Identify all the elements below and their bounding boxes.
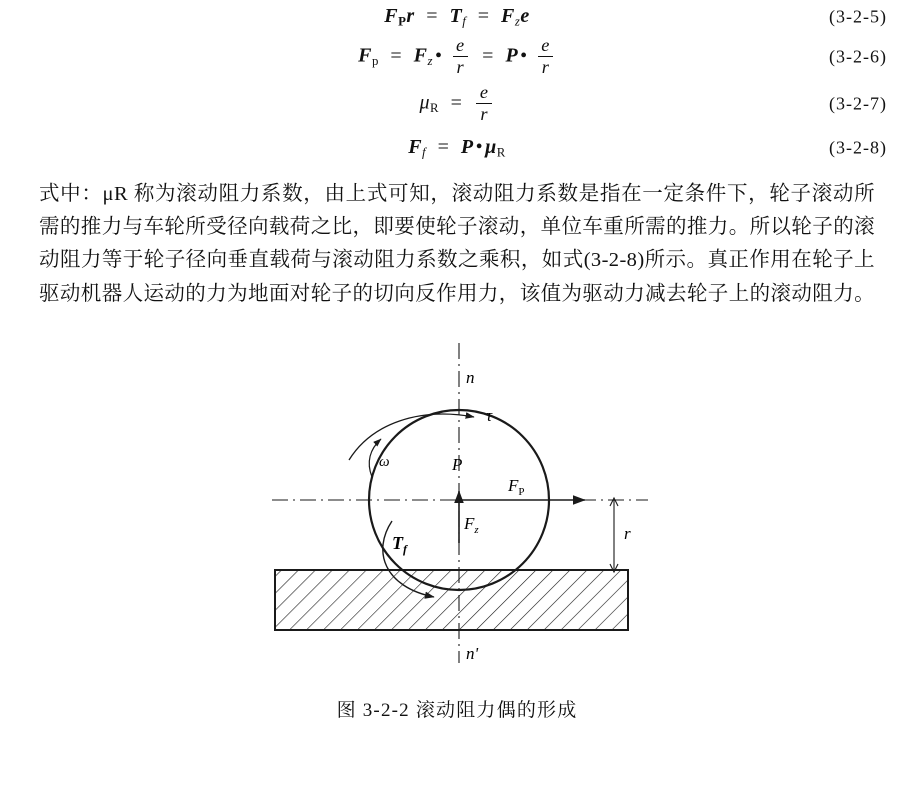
equation-3-2-7 xyxy=(27,80,887,128)
label-r: r xyxy=(624,523,631,543)
figure-drawing xyxy=(0,325,914,693)
label-tau: τ xyxy=(486,405,493,425)
equation-3-2-5 xyxy=(27,0,887,34)
label-tf: $T_f$ xyxy=(392,532,407,556)
radius-dimension xyxy=(610,498,631,572)
equation-3-2-8-body: Ff = P • $\mu_R$ xyxy=(408,135,506,160)
figure-rolling-resistance xyxy=(0,325,914,725)
label-axis-top: n xyxy=(466,367,475,387)
equation-3-2-6-tag: (3-2-6) xyxy=(829,46,887,67)
equation-3-2-6 xyxy=(27,34,887,80)
equation-3-2-5-tag: (3-2-5) xyxy=(829,6,887,27)
equation-3-2-7-tag: (3-2-7) xyxy=(829,93,887,114)
equation-3-2-8-tag: (3-2-8) xyxy=(829,137,887,158)
figure-caption: 图 3-2-2 滚动阻力偶的形成 xyxy=(336,699,578,721)
label-fp: $F_P$ xyxy=(508,475,525,498)
equation-3-2-6-body: $F_p = Fz$ • $\frac{e}{r}$ = P • $\frac{e}{r}$ xyxy=(358,36,556,77)
label-p: P xyxy=(452,454,463,474)
equation-3-2-5-body: $F_Pr = Tf$ = Fze xyxy=(384,4,530,29)
label-omega: ω xyxy=(379,453,390,470)
equation-block xyxy=(27,0,887,168)
equation-3-2-8 xyxy=(27,128,887,168)
label-axis-bottom: n' xyxy=(466,643,479,663)
body-paragraph: 式中：μR 称为滚动阻力系数，由上式可知，滚动阻力系数是指在一定条件下，轮子滚动所需的推力与车轮所受径向载荷之比，即要使轮子滚动，单位车重所需的推力。所以轮子的滚动阻力等于轮子径向垂直载荷与滚动阻力系数之乘积，如式(3-2-8)所示。真正作用在轮子上驱动机器人运动的力为地面对轮子的切向反作用力，该值为驱动力减去轮子上的滚动阻力。 xyxy=(39,183,875,305)
equation-3-2-7-body: $\mu_R$ = $\frac{e}{r}$ xyxy=(419,83,494,124)
label-fz: $F_z$ xyxy=(464,513,479,536)
torque-tau-arc xyxy=(349,414,474,460)
ground-block xyxy=(275,570,628,630)
